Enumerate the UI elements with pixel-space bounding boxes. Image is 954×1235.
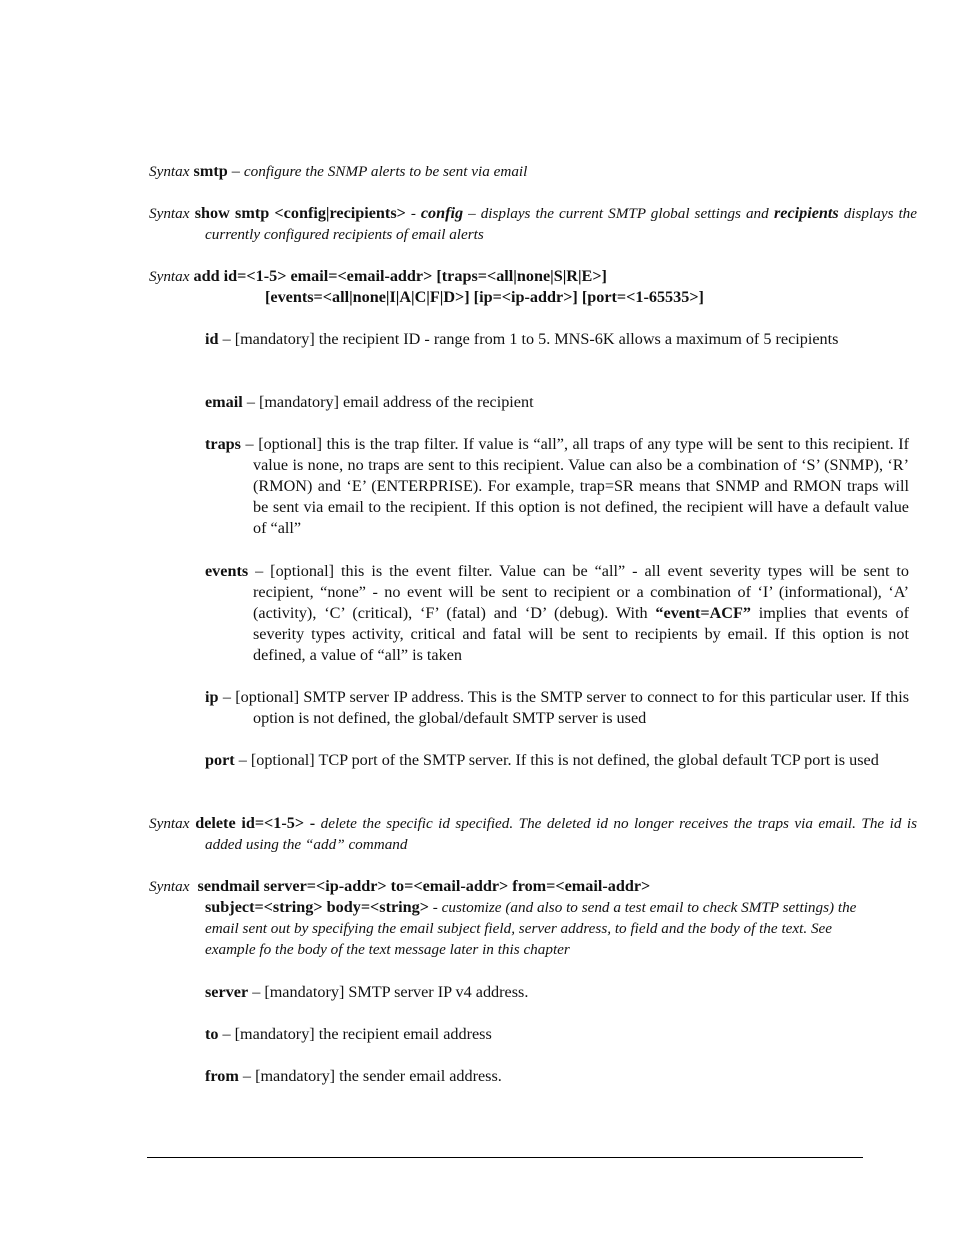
param-ip xyxy=(205,687,909,729)
param-name: traps xyxy=(205,435,241,453)
sendmail-command-line1: sendmail server=<ip-addr> to=<email-addr> from=<email-addr> xyxy=(197,877,651,895)
add-command-line1: add id=<1-5> email=<email-addr> [traps=<all|none|S|R|E>] xyxy=(193,267,607,285)
param-name: from xyxy=(205,1067,239,1085)
syntax-add xyxy=(149,266,861,287)
sendmail-continuation xyxy=(205,897,861,960)
syntax-label: Syntax xyxy=(149,205,190,222)
syntax-label: Syntax xyxy=(149,163,190,180)
syntax-label: Syntax xyxy=(149,815,190,832)
param-traps xyxy=(205,434,909,539)
syntax-show-smtp xyxy=(149,203,917,245)
recipients-description: displays the currently configured recipients of email alerts xyxy=(205,205,918,243)
param-name: to xyxy=(205,1025,219,1043)
footer-rule xyxy=(147,1157,863,1158)
event-example: “event=ACF” xyxy=(655,604,751,622)
sendmail-command-line2: subject=<string> body=<string> xyxy=(205,898,429,916)
param-events xyxy=(205,561,909,666)
param-email xyxy=(205,392,909,413)
param-description: – [mandatory] the sender email address. xyxy=(238,1067,502,1085)
param-from xyxy=(205,1066,861,1087)
smtp-description: configure the SNMP alerts to be sent via email xyxy=(243,163,528,180)
show-smtp-command: show smtp <config|recipients> xyxy=(194,204,406,222)
param-name: ip xyxy=(205,688,219,706)
param-id xyxy=(205,329,909,350)
delete-description: delete the specific id specified. The deleted id no longer receives the traps via email. The id is added using the “add” command xyxy=(205,815,918,853)
param-to xyxy=(205,1024,861,1045)
param-name: id xyxy=(205,330,219,348)
config-keyword: config xyxy=(420,204,464,222)
recipients-keyword: recipients xyxy=(773,204,839,222)
dash: – xyxy=(463,205,481,222)
add-command-line2: [events=<all|none|I|A|C|F|D>] [ip=<ip-addr>] [port=<1-65535>] xyxy=(265,288,704,306)
syntax-label: Syntax xyxy=(149,878,190,895)
sendmail-description: - customize (and also to send a test email to check SMTP settings) the email sent out by specifying the email subject field, server address, to field and the body of the text. See example fo the body of the text message later in this chapter xyxy=(205,899,857,958)
param-description: – [optional] TCP port of the SMTP server. If this is not defined, the global default TCP port is used xyxy=(234,751,879,769)
delete-command: delete id=<1-5> - xyxy=(195,814,316,832)
separator: - xyxy=(405,205,421,222)
param-server xyxy=(205,982,861,1003)
syntax-label: Syntax xyxy=(149,268,190,285)
syntax-smtp xyxy=(149,161,861,182)
param-description: – [mandatory] the recipient ID - range from 1 to 5. MNS-6K allows a maximum of 5 recipients xyxy=(218,330,839,348)
syntax-sendmail xyxy=(149,876,861,897)
dash: – xyxy=(227,162,244,180)
param-name: events xyxy=(205,562,249,580)
param-description: – [optional] SMTP server IP address. This is the SMTP server to connect to for this particular user. If this option is not defined, the global/default SMTP server is used xyxy=(218,688,909,727)
param-description: – [optional] this is the trap filter. If value is “all”, all traps of any type will be sent to this recipient. If value is none, no traps are sent to this recipient. Value can also be a combination of ‘S’ (SNMP), ‘R’ (RMON) and ‘E’ (ENTERPRISE). For example, trap=SR means that SNMP and RMON traps will be sent via email to the recipient. If this option is not defined, the recipient will have a default value of “all” xyxy=(240,435,909,537)
param-description: – [mandatory] the recipient email address xyxy=(218,1025,492,1043)
config-description: displays the current SMTP global settings and xyxy=(480,205,769,222)
param-name: email xyxy=(205,393,243,411)
param-description: – [mandatory] email address of the recipient xyxy=(242,393,534,411)
param-description: – [optional] this is the event filter. Value can be “all” - all event severity types will be sent to recipient, “none” - no event will be sent to recipient or a combination of ‘I’ (informational), ‘A’ (activity), ‘C’ (critical), ‘F’ (fatal) and ‘D’ (debug). With xyxy=(248,562,909,622)
syntax-delete xyxy=(149,813,917,855)
param-description: – [mandatory] SMTP server IP v4 address. xyxy=(248,983,529,1001)
param-port xyxy=(205,750,909,771)
param-name: port xyxy=(205,751,235,769)
smtp-command: smtp xyxy=(193,162,228,180)
param-description-cont: implies that events of severity types activity, critical and fatal will be sent to recipients by email. If this option is not defined, a value of “all” is taken xyxy=(253,604,909,664)
param-name: server xyxy=(205,983,249,1001)
